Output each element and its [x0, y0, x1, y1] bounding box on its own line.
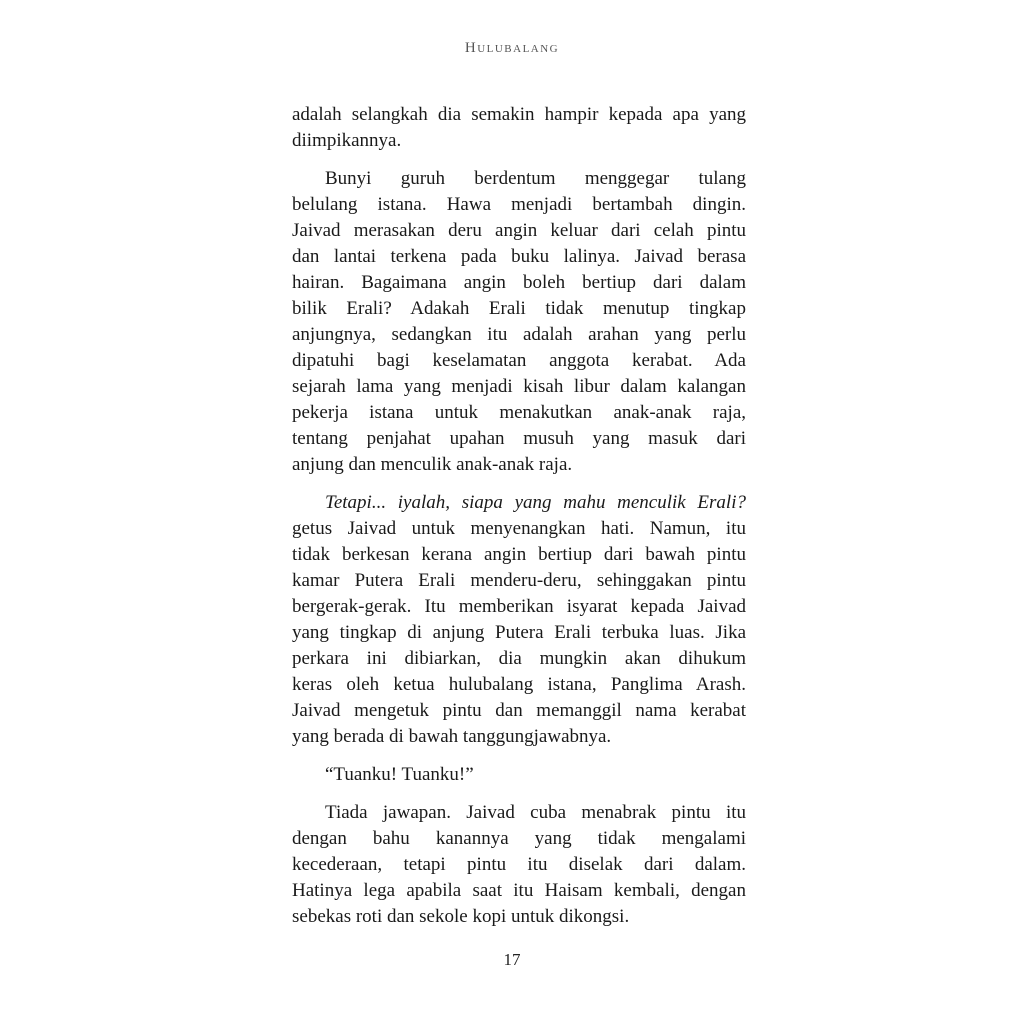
paragraph [292, 490, 746, 750]
text-line: Tiada jawapan. Jaivad cuba menabrak pintu itu [325, 802, 746, 823]
text-line: Jaivad mengetuk pintu dan memanggil nama kerabat [292, 700, 746, 721]
dialogue-line: “Tuanku! Tuanku!” [325, 764, 474, 785]
text-line: Hatinya lega apabila saat itu Haisam kembali, dengan [292, 880, 746, 901]
text-line: dan lantai terkena pada buku lalinya. Jaivad berasa [292, 246, 746, 267]
page-number: 17 [503, 950, 521, 969]
text-line: sejarah lama yang menjadi kisah libur dalam kalangan [292, 376, 746, 397]
paragraph [292, 102, 746, 154]
text-line: yang tingkap di anjung Putera Erali terbuka luas. Jika [292, 622, 746, 643]
text-line: keras oleh ketua hulubalang istana, Panglima Arash. [292, 674, 746, 695]
text-line: perkara ini dibiarkan, dia mungkin akan dihukum [292, 648, 746, 669]
text-line: bilik Erali? Adakah Erali tidak menutup tingkap [292, 298, 746, 319]
text-line: kamar Putera Erali menderu-deru, sehinggakan pintu [292, 570, 746, 591]
paragraph [292, 800, 746, 930]
italic-thought-line: Tetapi... iyalah, siapa yang mahu menculik Erali? [325, 492, 746, 513]
text-line: diimpikannya. [292, 130, 402, 151]
text-line: belulang istana. Hawa menjadi bertambah dingin. [292, 194, 746, 215]
text-line: adalah selangkah dia semakin hampir kepada apa yang [292, 104, 746, 125]
text-line: sebekas roti dan sekole kopi untuk dikongsi. [292, 906, 630, 927]
text-line: anjungnya, sedangkan itu adalah arahan yang perlu [292, 324, 746, 345]
text-line: getus Jaivad untuk menyenangkan hati. Namun, itu [292, 518, 746, 539]
text-line: bergerak-gerak. Itu memberikan isyarat kepada Jaivad [292, 596, 746, 617]
text-line: kecederaan, tetapi pintu itu diselak dari dalam. [292, 854, 746, 875]
text-line: dengan bahu kanannya yang tidak mengalami [292, 828, 746, 849]
text-line: Bunyi guruh berdentum menggegar tulang [325, 168, 746, 189]
paragraph [292, 166, 746, 478]
text-line: tidak berkesan kerana angin bertiup dari bawah pintu [292, 544, 746, 565]
text-line: hairan. Bagaimana angin boleh bertiup dari dalam [292, 272, 746, 293]
text-line: yang berada di bawah tanggungjawabnya. [292, 726, 612, 747]
text-line: anjung dan menculik anak-anak raja. [292, 454, 573, 475]
paragraph-dialogue [292, 762, 746, 788]
text-line: tentang penjahat upahan musuh yang masuk dari [292, 428, 746, 449]
body-text [292, 102, 746, 930]
text-line: Jaivad merasakan deru angin keluar dari celah pintu [292, 220, 746, 241]
text-line: pekerja istana untuk menakutkan anak-anak raja, [292, 402, 746, 423]
text-line: dipatuhi bagi keselamatan anggota kerabat. Ada [292, 350, 746, 371]
running-head: Hulubalang [464, 40, 560, 56]
